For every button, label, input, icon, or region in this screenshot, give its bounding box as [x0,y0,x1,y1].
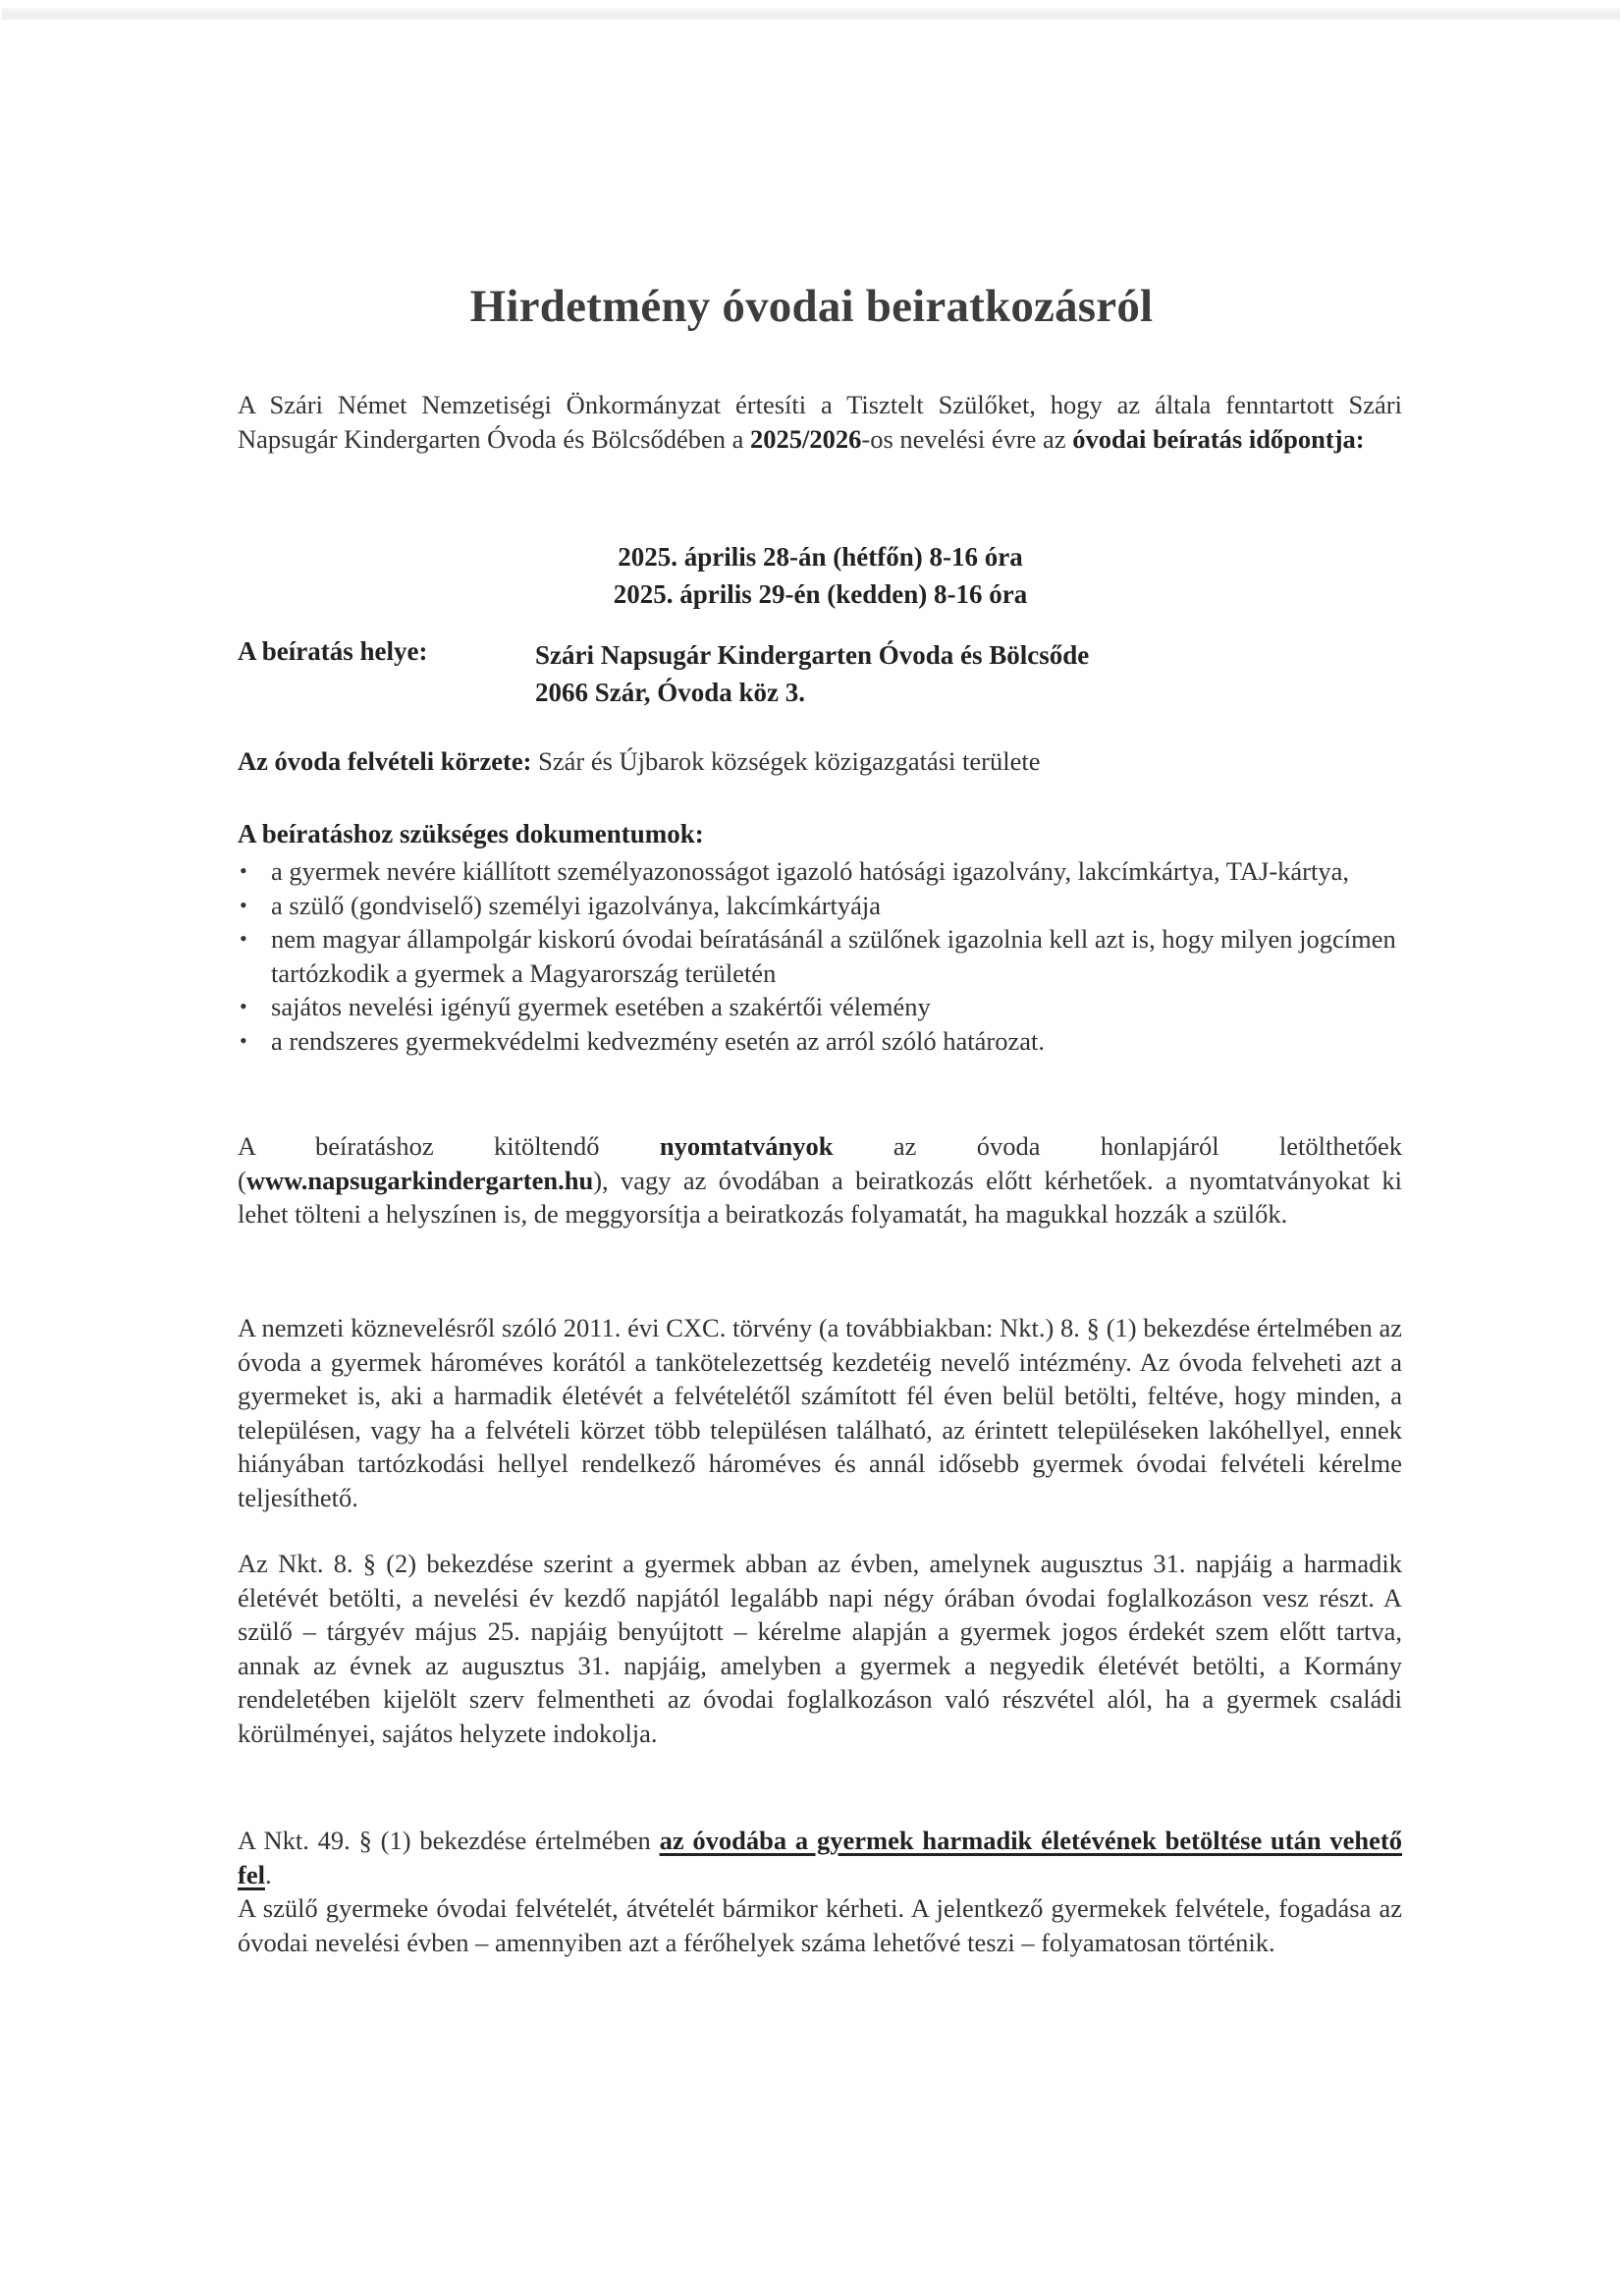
place-address: 2066 Szár, Óvoda köz 3. [535,678,806,707]
bullet-icon: • [240,1027,247,1053]
forms-text-2: az óvoda honlapjáról letölthetőek ( [238,1131,1402,1195]
law3-text-2: . [264,1859,272,1889]
law3-text-1: A Nkt. 49. § (1) bekezdése értelmében [238,1826,660,1855]
place-details [535,636,1089,711]
forms-text-3: ), vagy az óvodában a beiratkozás előtt kérhetőek. a nyomtatványokat ki lehet tölteni a helyszínen is, de meggyorsítja a beiratkozás folyamatát, ha magukkal hozzák a szülők. [238,1165,1402,1229]
admission-district [238,746,1041,777]
list-item-text: a szülő (gondviselő) személyi igazolványa, lakcímkártyája [271,890,882,920]
district-label: Az óvoda felvételi körzete: [238,746,532,776]
list-item-text: a rendszeres gyermekvédelmi kedvezmény esetén az arról szóló határozat. [271,1025,1045,1056]
forms-keyword: nyomtatványok [659,1131,834,1161]
list-item [238,1024,1402,1059]
document-title: Hirdetmény óvodai beiratkozásról [469,281,1154,332]
law3-underlined-emphasis: az óvodába a gyermek harmadik életévének betöltése után vehető fel [238,1826,1402,1889]
law-paragraph-1: A nemzeti köznevelésről szóló 2011. évi CXC. törvény (a továbbiakban: Nkt.) 8. § (1) bekezdése értelmében az óvoda a gyermek hároméves korától a tankötelezettség kezdetéig nevelő intézmény. Az óvoda felveheti azt a gyermeket is, aki a harmadik életévét a felvételétől számított fél éven belül betölti, feltéve, hogy minden, a településen, vagy ha a felvételi körzet több településen található, az érintett településeken lakóhellyel, ennek hiányában tartózkodási hellyel rendelkező hároméves és annál idősebb gyermek óvodai felvételi kérelme teljesíthető. [238,1313,1402,1512]
required-documents-list [238,854,1402,1058]
law-paragraph-2: Az Nkt. 8. § (2) bekezdése szerint a gyermek abban az évben, amelynek augusztus 31. napjáig a harmadik életévét betölti, a nevelési év kezdő napjától legalább napi négy órában óvodai foglalkozáson vesz részt. A szülő – tárgyév május 25. napjáig benyújtott – kérelme alapján a gyermek jogos érdekét szem előtt tartva, annak az évnek az augusztus 31. napjáig, amelyben a gyermek a negyedik életévét betölti, a Kormány rendeletében kijelölt szerv felmentheti az óvodai foglalkozáson való részvétel alól, ha a gyermek családi körülményei, sajátos helyzete indokolja. [238,1549,1402,1748]
forms-text-1: A beíratáshoz kitöltendő [238,1131,660,1161]
enrollment-date-heading: óvodai beíratás időpontja: [1072,423,1365,454]
intro-text-2: -os nevelési évre az [861,423,1073,454]
required-documents-heading: A beíratáshoz szükséges dokumentumok: [238,819,704,848]
place-name: Szári Napsugár Kindergarten Óvoda és Bölcsőde [535,640,1090,670]
closing-paragraph: A szülő gyermeke óvodai felvételét, átvételét bármikor kérheti. A jelentkező gyermekek felvétele, fogadása az óvodai nevelési évben – amennyiben azt a férőhelyek száma lehetővé teszi – folyamatosan történik. [238,1893,1402,1957]
bullet-icon: • [240,994,247,1018]
list-item-text: nem magyar állampolgár kiskorú óvodai beíratásánál a szülőnek igazolnia kell azt is, hogy milyen jogcímen tartózkodik a gyermek a Magyarország területén [271,924,1396,988]
list-item-text: a gyermek nevére kiállított személyazonosságot igazoló hatósági igazolvány, lakcímkártya, TAJ-kártya, [271,856,1349,886]
list-item [238,990,1402,1024]
law-paragraph-3 [238,1824,1402,1891]
list-item [238,854,1402,889]
list-item [238,922,1402,990]
forms-paragraph [238,1129,1402,1231]
list-item-text: sajátos nevelési igényű gyermek esetében a szakértői vélemény [271,992,931,1021]
enrollment-dates [0,538,1623,613]
enrollment-date-1: 2025. április 28-án (hétfőn) 8-16 óra [618,542,1023,572]
bullet-icon: • [240,926,247,951]
school-year: 2025/2026 [750,423,862,454]
website-link[interactable]: www.napsugarkindergarten.hu [245,1165,594,1195]
intro-text-1: A Szári Német Nemzetiségi Önkormányzat értesíti a Tisztelt Szülőket, hogy az általa fenntartott Szári Napsugár Kindergarten Óvoda és Bölcsődében a [238,390,1402,454]
place-label: A beíratás helye: [238,636,428,666]
bullet-icon: • [240,892,247,917]
intro-paragraph [238,388,1402,456]
enrollment-date-2: 2025. április 29-én (kedden) 8-16 óra [613,579,1028,609]
district-value: Szár és Újbarok községek közigazgatási területe [531,746,1041,776]
bullet-icon: • [240,858,247,883]
list-item [238,889,1402,923]
